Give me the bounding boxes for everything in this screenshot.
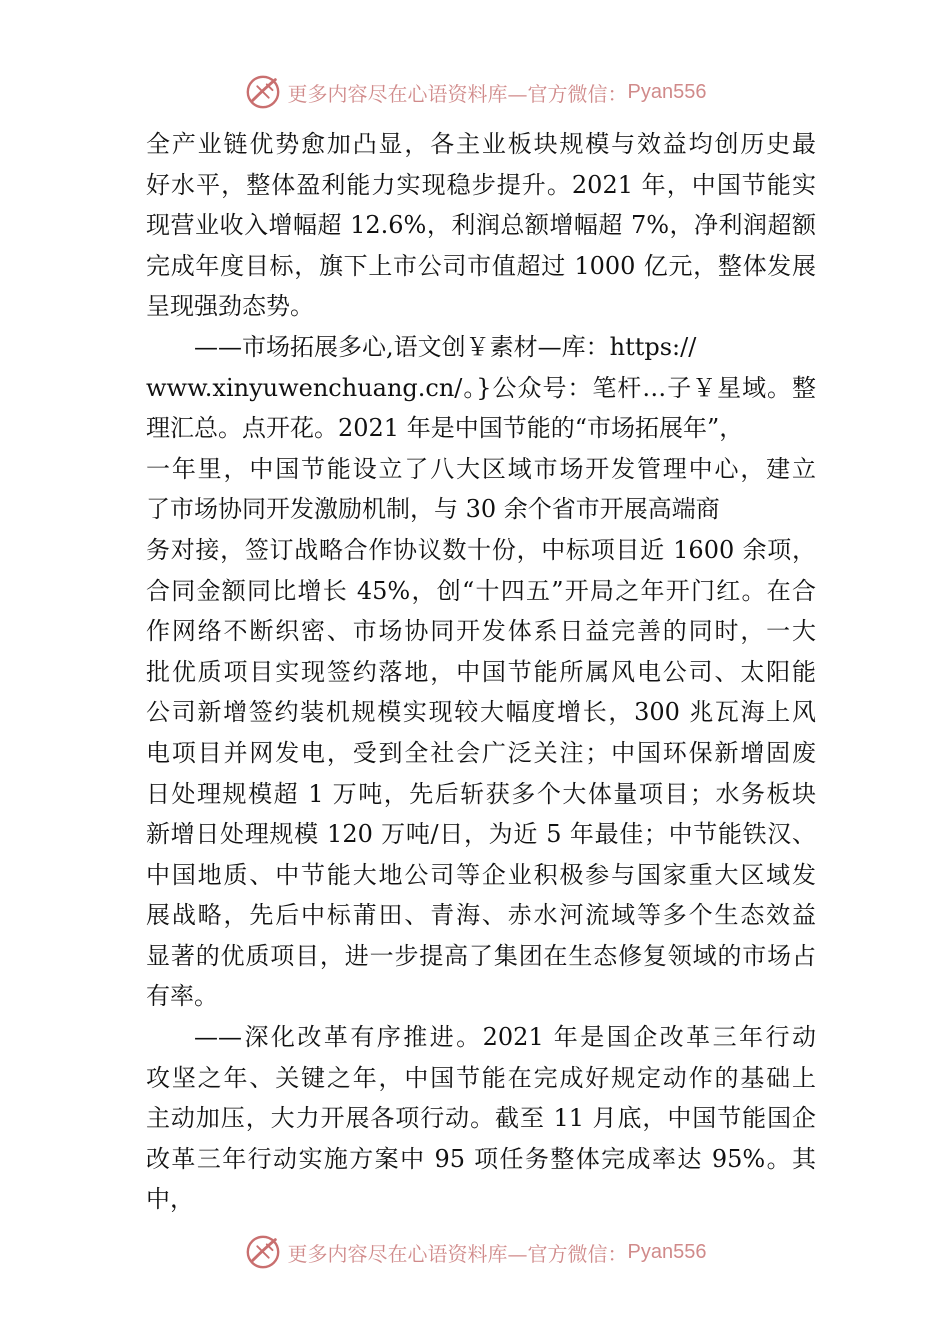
text-line: 公司新增签约装机规模实现较大幅度增长，300 兆瓦海上风 bbox=[146, 698, 816, 727]
text-line: 中国地质、中节能大地公司等企业积极参与国家重大区域发 bbox=[146, 860, 816, 889]
text-line: 批优质项目实现签约落地，中国节能所属风电公司、太阳能 bbox=[146, 657, 816, 686]
brand-logo-icon bbox=[244, 73, 282, 111]
text-line: 一年里，中国节能设立了八大区域市场开发管理中心，建立 bbox=[146, 454, 816, 483]
banner-text: 更多内容尽在心语资料库—官方微信： bbox=[287, 81, 628, 106]
banner-text: 更多内容尽在心语资料库—官方微信： bbox=[287, 1241, 628, 1266]
banner-handle: Pyan556 bbox=[627, 1240, 707, 1263]
text-line: www.xinyuwenchuang.cn/。}公众号：笔杆…子￥星域。整 bbox=[146, 373, 816, 402]
brand-logo-icon bbox=[244, 1233, 282, 1271]
text-line: 呈现强劲态势。 bbox=[146, 292, 314, 321]
text-line: ——市场拓展多心,语文创￥素材—库：https:// bbox=[194, 332, 697, 361]
text-line: 展战略，先后中标莆田、青海、赤水河流域等多个生态效益 bbox=[146, 901, 816, 930]
text-line: ——深化改革有序推进。2021 年是国企改革三年行动 bbox=[194, 1023, 816, 1052]
text-line: 新增日处理规模 120 万吨/日，为近 5 年最佳；中节能铁汉、 bbox=[146, 820, 816, 849]
text-line: 显著的优质项目，进一步提高了集团在生态修复领域的市场占 bbox=[146, 941, 816, 970]
text-line: 合同金额同比增长 45%，创“十四五”开局之年开门红。在合 bbox=[146, 576, 816, 605]
text-line: 主动加压，大力开展各项行动。截至 11 月底，中国节能国企 bbox=[146, 1104, 816, 1133]
text-line: 有率。 bbox=[146, 982, 218, 1011]
document-body bbox=[146, 124, 816, 1220]
text-line: 攻坚之年、关键之年，中国节能在完成好规定动作的基础上 bbox=[146, 1063, 816, 1092]
text-line: 改革三年行动实施方案中 95 项任务整体完成率达 95%。其 bbox=[146, 1144, 816, 1173]
text-line: 作网络不断织密、市场协同开发体系日益完善的同时，一大 bbox=[146, 617, 816, 646]
header-watermark-banner bbox=[0, 72, 950, 112]
text-line: 日处理规模超 1 万吨，先后斩获多个大体量项目；水务板块 bbox=[146, 779, 816, 808]
text-line: 中， bbox=[146, 1185, 194, 1214]
text-line: 了市场协同开发激励机制，与 30 余个省市开展高端商 bbox=[146, 495, 720, 524]
text-line: 好水平，整体盈利能力实现稳步提升。2021 年，中国节能实 bbox=[146, 170, 816, 199]
banner-handle: Pyan556 bbox=[627, 80, 707, 103]
text-line: 完成年度目标，旗下上市公司市值超过 1000 亿元，整体发展 bbox=[146, 251, 816, 280]
text-line: 电项目并网发电，受到全社会广泛关注；中国环保新增固废 bbox=[146, 738, 816, 767]
text-line: 全产业链优势愈加凸显，各主业板块规模与效益均创历史最 bbox=[146, 130, 816, 158]
text-line: 现营业收入增幅超 12.6%，利润总额增幅超 7%，净利润超额 bbox=[146, 211, 816, 240]
text-line: 务对接，签订战略合作协议数十份，中标项目近 1600 余项， bbox=[146, 535, 816, 564]
footer-watermark-banner bbox=[0, 1232, 950, 1272]
text-line: 理汇总。点开花。2021 年是中国节能的“市场拓展年”， bbox=[146, 414, 744, 443]
